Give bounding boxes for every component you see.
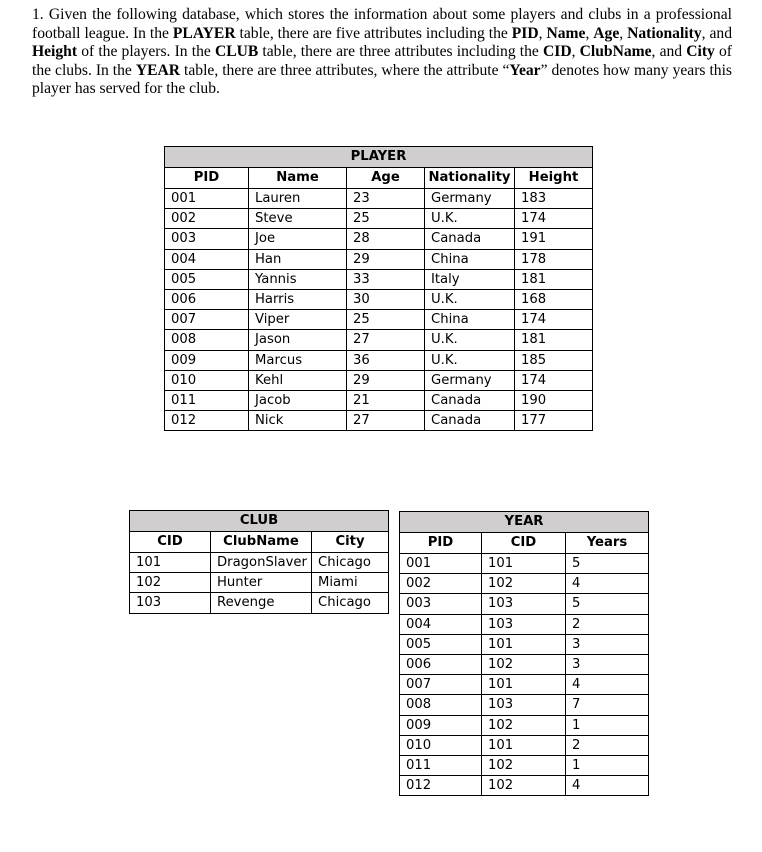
table-cell: 103 — [482, 695, 566, 715]
column-header: CID — [130, 532, 211, 553]
table-cell: 174 — [515, 209, 593, 229]
table-row — [165, 209, 593, 229]
question-fragment: , — [538, 24, 547, 42]
table-cell: 102 — [482, 655, 566, 675]
table-cell: 5 — [566, 594, 649, 614]
table-cell: 185 — [515, 350, 593, 370]
question-fragment: of the players. In the — [77, 43, 215, 61]
table-row — [130, 553, 389, 573]
question-fragment: , — [571, 43, 580, 61]
table-cell: 010 — [400, 735, 482, 755]
table-row — [165, 269, 593, 289]
table-cell: Marcus — [249, 350, 347, 370]
table-row — [165, 229, 593, 249]
table-cell: 008 — [165, 330, 249, 350]
table-cell: 004 — [400, 614, 482, 634]
column-header: Age — [347, 168, 425, 189]
club-table — [129, 510, 389, 614]
table-cell: 009 — [400, 715, 482, 735]
table-row — [400, 634, 649, 654]
table-cell: 102 — [130, 573, 211, 593]
table-cell: 191 — [515, 229, 593, 249]
table-cell: Nick — [249, 411, 347, 431]
table-cell: Canada — [425, 411, 515, 431]
table-cell: China — [425, 249, 515, 269]
table-cell: 007 — [165, 310, 249, 330]
table-row — [130, 573, 389, 593]
question-fragment: table, there are three attributes including the — [258, 43, 543, 61]
bold-term: ClubName — [579, 43, 652, 61]
table-cell: 101 — [482, 675, 566, 695]
bold-term: Nationality — [627, 24, 702, 42]
bold-term: Year — [509, 61, 541, 79]
table-cell: 174 — [515, 310, 593, 330]
table-row — [400, 776, 649, 796]
table-cell: 2 — [566, 614, 649, 634]
table-cell: 102 — [482, 776, 566, 796]
player-table-title: PLAYER — [165, 147, 593, 168]
table-cell: DragonSlaver — [211, 553, 312, 573]
table-cell: Chicago — [312, 593, 389, 613]
bold-term: Name — [546, 24, 586, 42]
table-cell: 7 — [566, 695, 649, 715]
bold-term: City — [686, 43, 715, 61]
table-cell: 4 — [566, 776, 649, 796]
table-row — [165, 391, 593, 411]
table-cell: 001 — [165, 189, 249, 209]
question-fragment: , and — [701, 24, 732, 42]
table-cell: 008 — [400, 695, 482, 715]
bold-term: PLAYER — [172, 24, 236, 42]
table-cell: 29 — [347, 370, 425, 390]
table-cell: Lauren — [249, 189, 347, 209]
table-cell: 005 — [400, 634, 482, 654]
table-cell: 4 — [566, 675, 649, 695]
table-row — [400, 735, 649, 755]
table-cell: Hunter — [211, 573, 312, 593]
question-fragment: ” denotes how many years this player has served for the club. — [32, 61, 733, 98]
table-cell: 103 — [130, 593, 211, 613]
table-row — [165, 310, 593, 330]
table-cell: 101 — [482, 735, 566, 755]
column-header: Years — [566, 533, 649, 554]
table-row — [165, 290, 593, 310]
table-cell: Viper — [249, 310, 347, 330]
table-cell: Harris — [249, 290, 347, 310]
table-cell: 30 — [347, 290, 425, 310]
question-fragment: table, there are three attributes, where the attribute “ — [180, 61, 510, 79]
table-row — [400, 655, 649, 675]
table-cell: U.K. — [425, 330, 515, 350]
table-row — [400, 756, 649, 776]
table-cell: Chicago — [312, 553, 389, 573]
table-cell: Jason — [249, 330, 347, 350]
table-cell: 101 — [482, 634, 566, 654]
table-cell: Joe — [249, 229, 347, 249]
table-row — [165, 330, 593, 350]
column-header: CID — [482, 533, 566, 554]
table-cell: 012 — [400, 776, 482, 796]
table-row — [165, 370, 593, 390]
table-cell: 101 — [130, 553, 211, 573]
table-cell: 181 — [515, 330, 593, 350]
table-cell: 1 — [566, 756, 649, 776]
table-cell: 190 — [515, 391, 593, 411]
table-row — [400, 614, 649, 634]
column-header: City — [312, 532, 389, 553]
table-cell: 3 — [566, 634, 649, 654]
question-fragment: , and — [651, 43, 687, 61]
table-cell: 25 — [347, 310, 425, 330]
table-cell: 36 — [347, 350, 425, 370]
table-cell: 174 — [515, 370, 593, 390]
year-table-title: YEAR — [400, 512, 649, 533]
table-cell: 5 — [566, 554, 649, 574]
table-cell: 003 — [400, 594, 482, 614]
bold-term: CLUB — [214, 43, 259, 61]
table-row — [400, 675, 649, 695]
table-cell: China — [425, 310, 515, 330]
column-header: Name — [249, 168, 347, 189]
question-fragment: table, there are five attributes including the — [235, 24, 512, 42]
table-cell: 002 — [165, 209, 249, 229]
table-cell: 001 — [400, 554, 482, 574]
table-cell: Canada — [425, 229, 515, 249]
player-table — [164, 146, 593, 431]
table-row — [400, 574, 649, 594]
table-row — [130, 593, 389, 613]
table-cell: 4 — [566, 574, 649, 594]
table-cell: Germany — [425, 189, 515, 209]
table-cell: 103 — [482, 594, 566, 614]
column-header: Nationality — [425, 168, 515, 189]
table-row — [400, 594, 649, 614]
table-cell: 183 — [515, 189, 593, 209]
table-cell: 29 — [347, 249, 425, 269]
table-cell: 003 — [165, 229, 249, 249]
table-cell: 006 — [165, 290, 249, 310]
table-cell: Kehl — [249, 370, 347, 390]
table-cell: 33 — [347, 269, 425, 289]
table-cell: 012 — [165, 411, 249, 431]
table-cell: Canada — [425, 391, 515, 411]
table-cell: Han — [249, 249, 347, 269]
table-cell: Miami — [312, 573, 389, 593]
table-row — [165, 411, 593, 431]
table-cell: U.K. — [425, 350, 515, 370]
column-header: Height — [515, 168, 593, 189]
table-cell: 002 — [400, 574, 482, 594]
table-row — [400, 715, 649, 735]
table-cell: 28 — [347, 229, 425, 249]
table-row — [165, 350, 593, 370]
question-fragment: Given the following database, which stores the information about some players and clubs in a professional football league. In the — [32, 6, 732, 42]
table-cell: 011 — [165, 391, 249, 411]
table-cell: U.K. — [425, 290, 515, 310]
table-cell: Jacob — [249, 391, 347, 411]
table-cell: 102 — [482, 715, 566, 735]
table-cell: 23 — [347, 189, 425, 209]
table-cell: 005 — [165, 269, 249, 289]
table-row — [165, 249, 593, 269]
year-table — [399, 511, 649, 796]
bold-term: CID — [542, 43, 572, 61]
table-cell: 102 — [482, 756, 566, 776]
table-cell: 168 — [515, 290, 593, 310]
table-cell: 101 — [482, 554, 566, 574]
question-fragment: , — [585, 24, 594, 42]
table-cell: Yannis — [249, 269, 347, 289]
table-cell: 25 — [347, 209, 425, 229]
bold-term: PID — [511, 24, 539, 42]
table-cell: 27 — [347, 411, 425, 431]
table-cell: 103 — [482, 614, 566, 634]
column-header: PID — [400, 533, 482, 554]
table-cell: 009 — [165, 350, 249, 370]
club-table-title: CLUB — [130, 511, 389, 532]
table-row — [400, 554, 649, 574]
table-cell: 177 — [515, 411, 593, 431]
column-header: PID — [165, 168, 249, 189]
bold-term: Age — [593, 24, 620, 42]
question-fragment: , — [619, 24, 628, 42]
table-cell: Steve — [249, 209, 347, 229]
bold-term: YEAR — [135, 61, 181, 79]
table-cell: Italy — [425, 269, 515, 289]
question-fragment: of the clubs. In the — [32, 43, 732, 79]
question-number: 1. — [32, 6, 44, 23]
table-cell: 006 — [400, 655, 482, 675]
table-cell: 181 — [515, 269, 593, 289]
table-cell: 010 — [165, 370, 249, 390]
table-cell: 27 — [347, 330, 425, 350]
table-cell: 1 — [566, 715, 649, 735]
table-cell: 007 — [400, 675, 482, 695]
table-cell: Revenge — [211, 593, 312, 613]
table-cell: 21 — [347, 391, 425, 411]
table-cell: U.K. — [425, 209, 515, 229]
column-header: ClubName — [211, 532, 312, 553]
table-cell: Germany — [425, 370, 515, 390]
table-cell: 178 — [515, 249, 593, 269]
table-cell: 2 — [566, 735, 649, 755]
bold-term: Height — [32, 43, 78, 61]
table-cell: 004 — [165, 249, 249, 269]
table-cell: 3 — [566, 655, 649, 675]
table-row — [165, 189, 593, 209]
table-cell: 102 — [482, 574, 566, 594]
table-cell: 011 — [400, 756, 482, 776]
question-text — [32, 6, 732, 99]
table-row — [400, 695, 649, 715]
